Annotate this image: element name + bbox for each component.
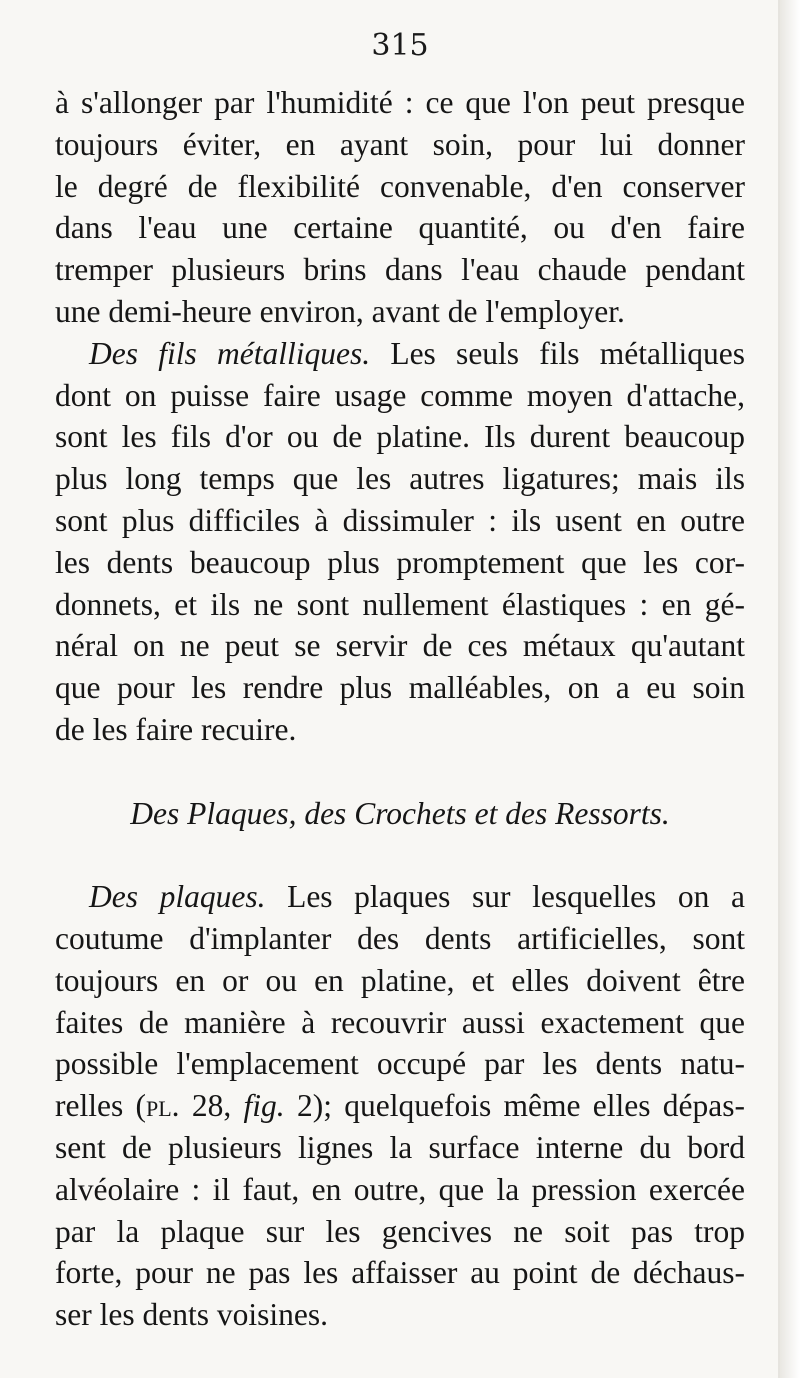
text-line: dont on puisse faire usage comme moyen d'attache,: [55, 377, 745, 413]
text-line: dans l'eau une certaine quantité, ou d'en faire: [55, 210, 745, 246]
text-line: sont les fils d'or ou de platine. Ils durent beaucoup: [55, 419, 745, 455]
text-line: à s'allonger par l'humidité : ce que l'on peut presque: [55, 85, 745, 120]
paragraph-2-first-line: [55, 333, 745, 375]
text-fragment: relles (: [55, 1088, 146, 1124]
text-line: alvéolaire : il faut, en outre, que la pression exercée: [55, 1171, 745, 1207]
paragraph-3-first-line: [55, 876, 745, 918]
text-line: tremper plusieurs brins dans l'eau chaude pendant: [55, 252, 745, 288]
section-title: [55, 793, 745, 835]
text-line: de les faire recuire.: [55, 711, 297, 747]
figure-abbrev: fig.: [243, 1088, 285, 1124]
spacer: [55, 751, 745, 793]
text-line: plus long temps que les autres ligatures; mais ils: [55, 461, 745, 497]
text-line: une demi-heure environ, avant de l'employer.: [55, 293, 625, 329]
text-line: toujours éviter, en ayant soin, pour lui donner: [55, 126, 745, 162]
page-edge: [780, 0, 800, 1378]
plate-abbrev: pl.: [146, 1088, 180, 1124]
text-line: ser les dents voisines.: [55, 1297, 328, 1333]
text-line: donnets, et ils ne sont nullement élastiques : en gé-: [55, 586, 745, 622]
text-fragment: 2); quelquefois même elles dépas-: [284, 1088, 745, 1124]
text-line: par la plaque sur les gencives ne soit pas trop: [55, 1213, 745, 1249]
text-line: le degré de flexibilité convenable, d'en conserver: [55, 168, 745, 204]
section-title-text: Des Plaques, des Crochets et des Ressorts.: [130, 795, 670, 831]
text-line: toujours en or ou en platine, et elles doivent être: [55, 962, 745, 998]
text-line: faites de manière à recouvrir aussi exactement que: [55, 1004, 745, 1040]
paragraph-heading: Des fils métalliques.: [89, 335, 371, 371]
text-line: coutume d'implanter des dents artificielles, sont: [55, 920, 745, 956]
page-body: [55, 82, 745, 1336]
text-line-reference: [55, 1085, 745, 1127]
page-number: 315: [371, 28, 429, 63]
text-line: forte, pour ne pas les affaisser au point de déchaus-: [55, 1255, 745, 1291]
text-fragment: Les seuls fils métalliques: [370, 335, 745, 371]
text-fragment: Les plaques sur lesquelles on a: [265, 879, 745, 915]
paragraph-heading: Des plaques.: [89, 879, 266, 915]
spacer: [55, 834, 745, 876]
text-line: les dents beaucoup plus promptement que les cor-: [55, 544, 745, 580]
text-line: néral on ne peut se servir de ces métaux qu'autant: [55, 628, 745, 664]
text-line: sont plus difficiles à dissimuler : ils usent en outre: [55, 502, 745, 538]
text-line: que pour les rendre plus malléables, on a eu soin: [55, 670, 745, 706]
text-line: sent de plusieurs lignes la surface interne du bord: [55, 1129, 745, 1165]
text-fragment: 28,: [179, 1088, 244, 1124]
text-line: possible l'emplacement occupé par les dents natu-: [55, 1046, 745, 1082]
